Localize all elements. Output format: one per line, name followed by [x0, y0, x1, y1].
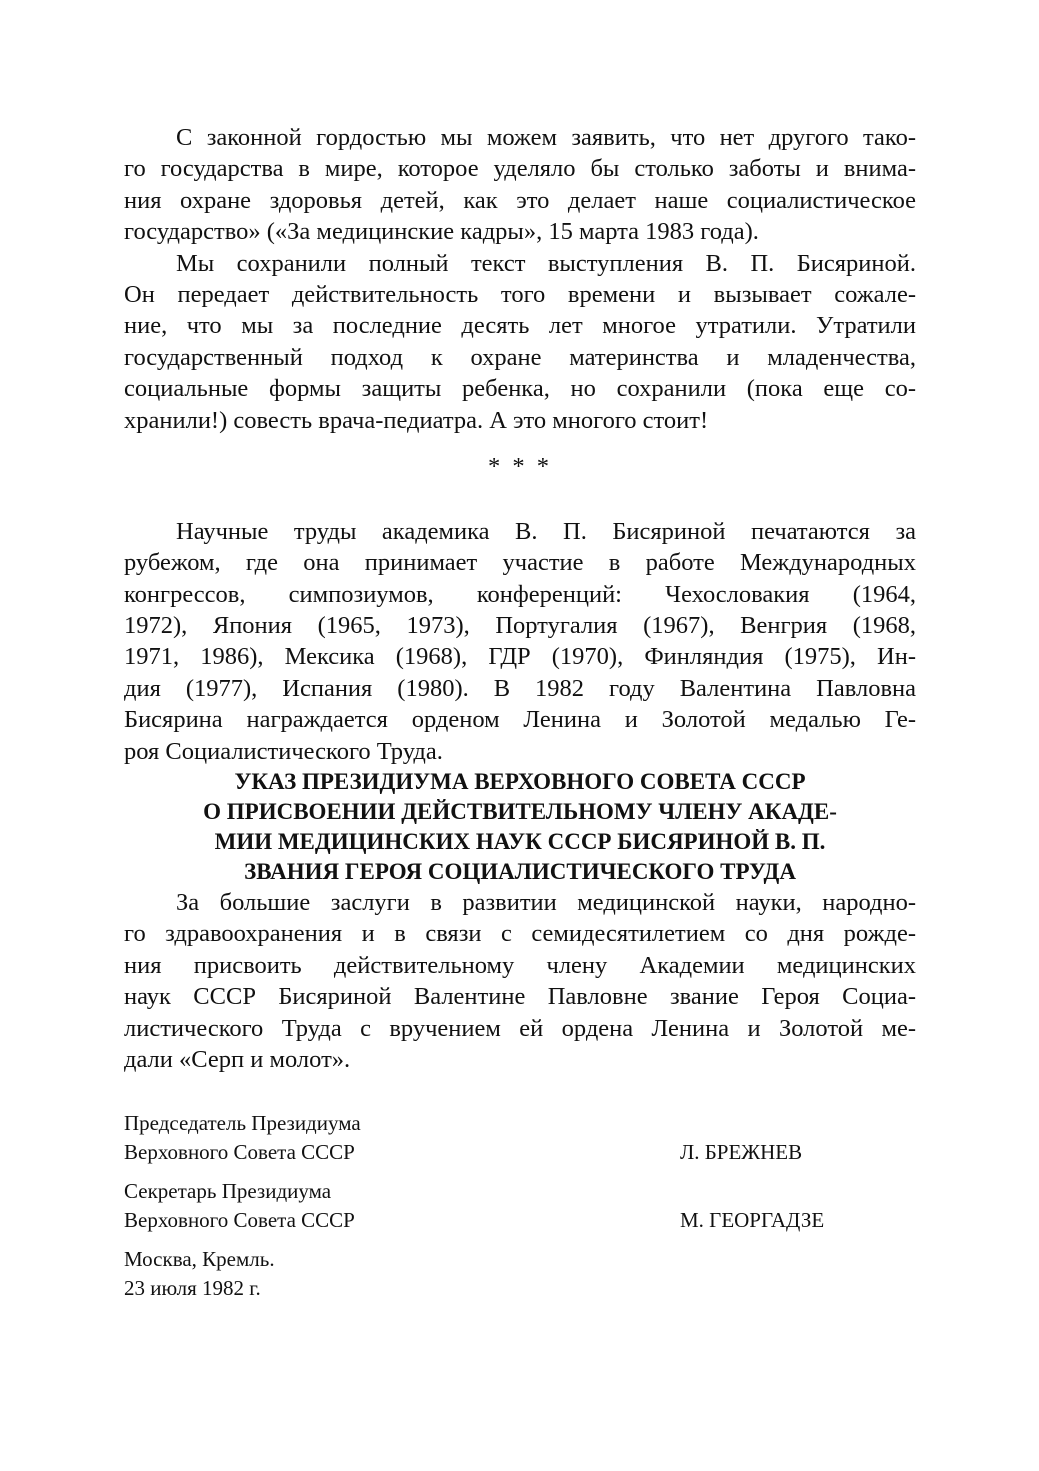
date: 23 июля 1982 г.	[124, 1276, 261, 1301]
secretary-council-label: Верховного Совета СССР	[124, 1208, 355, 1233]
text-line: За большие заслуги в развитии медицинской науки, народно-	[176, 889, 916, 917]
text-line: роя Социалистического Труда.	[124, 737, 443, 765]
text-line: наук СССР Бисяриной Валентине Павловне звание Героя Социа-	[124, 983, 916, 1011]
text-line: хранили!) совесть врача-педиатра. А это многого стоит!	[124, 406, 709, 434]
document-page	[124, 122, 916, 1303]
text-line: ния присвоить действительному члену Академии медицинских	[124, 951, 916, 979]
text-line: дали «Серп и молот».	[124, 1045, 351, 1073]
decree-text	[124, 887, 916, 1075]
secretary-council	[124, 1206, 916, 1235]
place: Москва, Кремль.	[124, 1247, 275, 1272]
text-line: конгрессов, симпозиумов, конференций: Чехословакия (1964,	[124, 580, 916, 608]
chairman-signature-block	[124, 1109, 916, 1167]
section-separator: * * *	[488, 452, 552, 480]
text-line: социальные формы защиты ребенка, но сохранили (пока еще со-	[124, 375, 916, 403]
heading-line: УКАЗ ПРЕЗИДИУМА ВЕРХОВНОГО СОВЕТА СССР	[234, 769, 806, 795]
text-line: государственный подход к охране материнства и младенчества,	[124, 343, 916, 371]
text-line: го государства в мире, которое уделяло бы столько заботы и внима-	[124, 155, 916, 183]
secretary-signature-block	[124, 1177, 916, 1235]
place-date-block	[124, 1245, 916, 1303]
chairman-title: Председатель Президиума	[124, 1111, 361, 1136]
text-line: го здравоохранения и в связи с семидесятилетием со дня рожде-	[124, 920, 916, 948]
text-line: рубежом, где она принимает участие в работе Международных	[124, 549, 916, 577]
text-line: Бисярина награждается орденом Ленина и Золотой медалью Ге-	[124, 706, 916, 734]
text-line: Он передает действительность того времени и вызывает сожале-	[124, 280, 916, 308]
paragraph-1	[124, 122, 916, 248]
heading-line: ЗВАНИЯ ГЕРОЯ СОЦИАЛИСТИЧЕСКОГО ТРУДА	[244, 859, 796, 885]
text-line: 1971, 1986), Мексика (1968), ГДР (1970), Финляндия (1975), Ин-	[124, 643, 916, 671]
chairman-council	[124, 1138, 916, 1167]
decree-heading	[124, 767, 916, 887]
heading-line: МИИ МЕДИЦИНСКИХ НАУК СССР БИСЯРИНОЙ В. П.	[214, 829, 826, 855]
text-line: С законной гордостью мы можем заявить, что нет другого тако-	[176, 124, 916, 151]
paragraph-2	[124, 248, 916, 436]
chairman-council-label: Верховного Совета СССР	[124, 1140, 355, 1165]
text-line: ния охране здоровья детей, как это делает наше социалистическое	[124, 186, 916, 214]
text-line: Мы сохранили полный текст выступления В. П. Бисяриной.	[176, 249, 916, 277]
secretary-title: Секретарь Президиума	[124, 1179, 332, 1204]
text-line: листического Труда с вручением ей ордена Ленина и Золотой ме-	[124, 1014, 916, 1042]
secretary-name: М. ГЕОРГАДЗЕ	[680, 1208, 825, 1233]
text-line: Научные труды академика В. П. Бисяриной печатаются за	[176, 517, 916, 545]
text-line: ние, что мы за последние десять лет многое утратили. Утратили	[124, 312, 916, 340]
chairman-name: Л. БРЕЖНЕВ	[680, 1140, 803, 1165]
heading-line: О ПРИСВОЕНИИ ДЕЙСТВИТЕЛЬНОМУ ЧЛЕНУ АКАДЕ-	[203, 799, 837, 825]
text-line: дия (1977), Испания (1980). В 1982 году Валентина Павловна	[124, 674, 916, 702]
paragraph-3	[124, 516, 916, 767]
text-line: 1972), Япония (1965, 1973), Португалия (1967), Венгрия (1968,	[124, 612, 916, 640]
text-line: государство» («За медицинские кадры», 15 марта 1983 года).	[124, 218, 759, 246]
